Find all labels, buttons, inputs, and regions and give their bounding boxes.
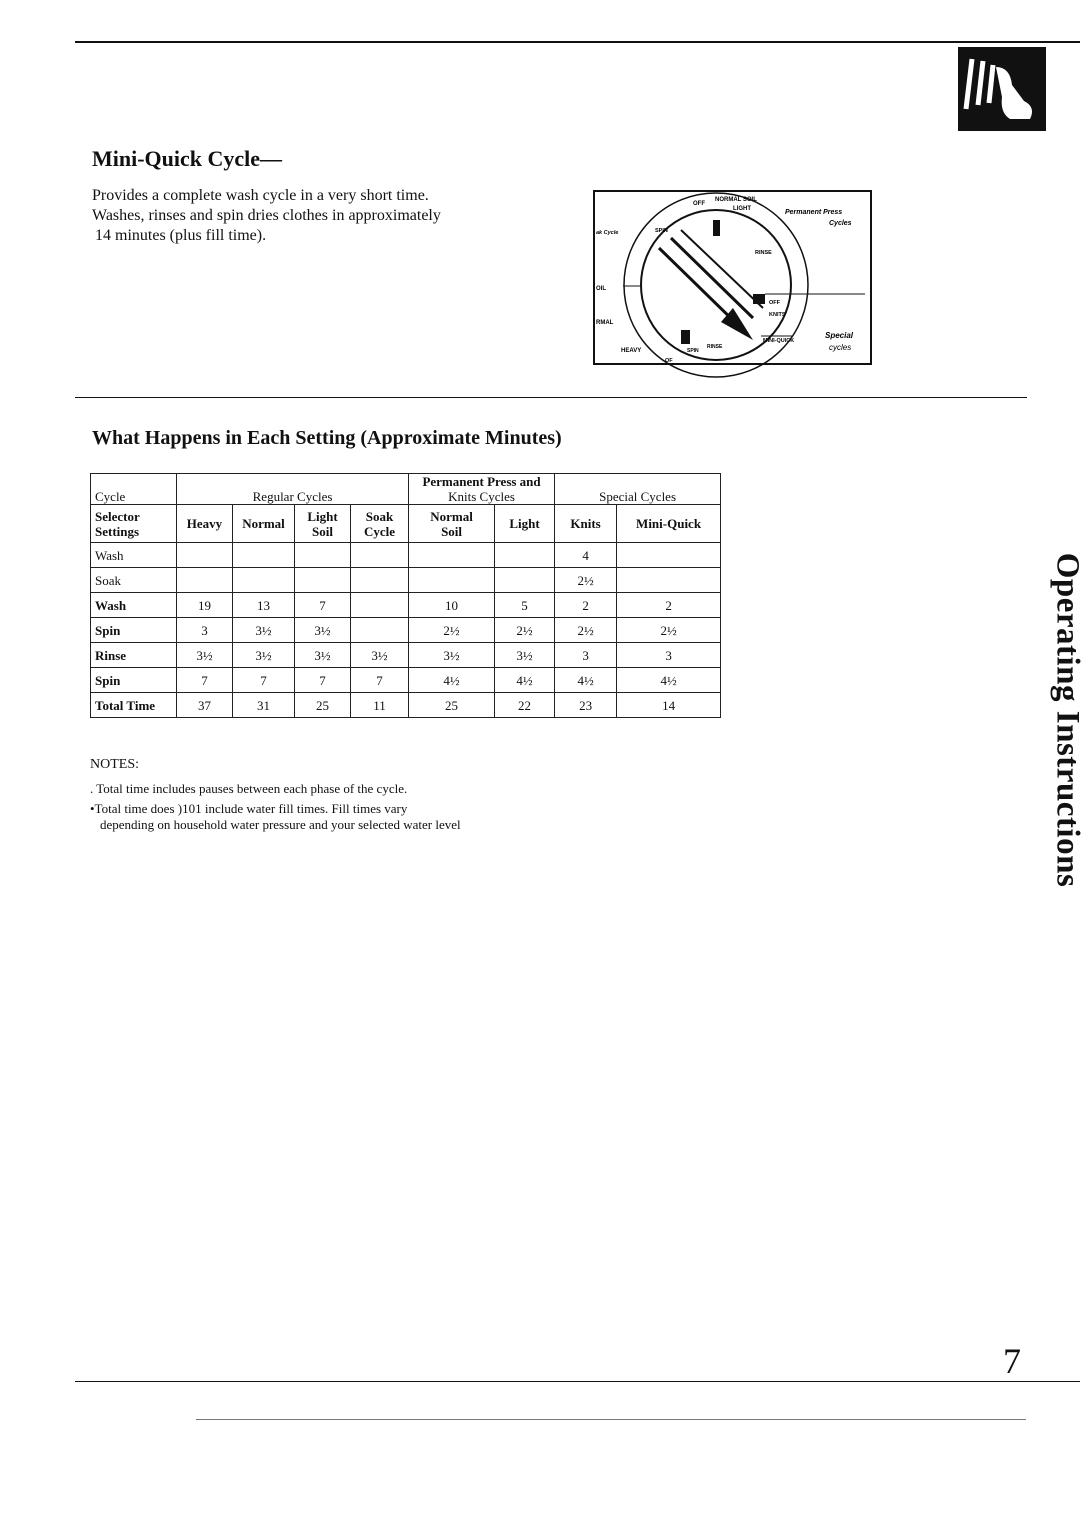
dial-label: OF [665, 358, 673, 364]
cycle-times-table [90, 473, 721, 718]
table-row [91, 668, 721, 693]
table-cell: 22 [495, 693, 555, 718]
cycle-selector-dial [593, 190, 872, 365]
table-cell: 4½ [409, 668, 495, 693]
table-cell: 7 [351, 668, 409, 693]
dial-label: MINI-QUICK [763, 338, 795, 344]
table-row [91, 643, 721, 668]
intro-line: Washes, rinses and spin dries clothes in approximately [92, 207, 441, 224]
table-cell: 4½ [555, 668, 617, 693]
table-cell [351, 568, 409, 593]
table-cell [351, 543, 409, 568]
table-cell: 3 [177, 618, 233, 643]
table-cell: 3½ [233, 643, 295, 668]
table-cell [409, 543, 495, 568]
table-cell: 3½ [409, 643, 495, 668]
table-cell [233, 543, 295, 568]
table-cell [177, 543, 233, 568]
table-row [91, 693, 721, 718]
table-cell: 5 [495, 593, 555, 618]
table-title: What Happens in Each Setting (Approximate Minutes) [92, 427, 562, 449]
table-cell: 4½ [495, 668, 555, 693]
header-cell: Mini-Quick [617, 505, 721, 543]
table-cell: 3½ [177, 643, 233, 668]
intro-line: 14 minutes (plus fill time). [95, 227, 267, 244]
table-header-row [91, 505, 721, 543]
table-cell: 19 [177, 593, 233, 618]
dial-label: RMAL [596, 320, 614, 326]
dial-label: HEAVY [621, 348, 642, 354]
table-row [91, 543, 721, 568]
table-cell: 4½ [617, 668, 721, 693]
table-cell: 3½ [295, 618, 351, 643]
table-cell: 3 [617, 643, 721, 668]
footer-rule [196, 1419, 1026, 1420]
side-title [1042, 552, 1092, 888]
table-cell [495, 568, 555, 593]
row-label: Spin [91, 668, 177, 693]
table-cell [233, 568, 295, 593]
table-cell: 13 [233, 593, 295, 618]
header-cell [177, 474, 409, 505]
table-cell [295, 568, 351, 593]
header-perm-press: Permanent Press and [422, 474, 541, 489]
header-cell: Normal [233, 505, 295, 543]
dial-label: OFF [693, 201, 705, 207]
table-cell: 3½ [233, 618, 295, 643]
intro-line: Provides a complete wash cycle in a very short time. [92, 187, 429, 204]
table-cell [409, 568, 495, 593]
table-header-group-row [91, 474, 721, 505]
top-rule [75, 41, 1080, 43]
header-cell [409, 474, 555, 505]
table-cell: 2 [555, 593, 617, 618]
header-regular-cycles: Regular Cycles [252, 489, 333, 504]
table-cell: 10 [409, 593, 495, 618]
table-cell: 2 [617, 593, 721, 618]
header-cell [91, 505, 177, 543]
dial-label: Cycles [829, 220, 852, 227]
header-special-cycles: Special Cycles [599, 489, 677, 504]
dial-label: Special [825, 331, 854, 340]
header-cell [555, 474, 721, 505]
table-cell: 7 [295, 668, 351, 693]
table-cell [351, 618, 409, 643]
table-cell: 37 [177, 693, 233, 718]
table-cell: 23 [555, 693, 617, 718]
side-title-text: Operating Instructions [1049, 552, 1086, 888]
table-cell: 31 [233, 693, 295, 718]
row-label: Wash [91, 543, 177, 568]
table-cell: 3½ [295, 643, 351, 668]
table-cell: 2½ [617, 618, 721, 643]
dial-label: ak Cycle [596, 230, 619, 236]
bottom-rule [75, 1381, 1080, 1382]
dial-label: OFF [769, 300, 780, 306]
header-cell [91, 474, 177, 505]
dial-label: LIGHT [733, 206, 751, 212]
row-label: Wash [91, 593, 177, 618]
header-cell: Heavy [177, 505, 233, 543]
notes [90, 757, 610, 833]
table-cell: 7 [177, 668, 233, 693]
table-cell: 25 [409, 693, 495, 718]
note-item: . Total time includes pauses between each phase of the cycle. [90, 781, 408, 796]
table-cell [295, 543, 351, 568]
header-cell: Light Soil [295, 505, 351, 543]
header-selector: Selector [95, 508, 140, 524]
table-cell: 3½ [495, 643, 555, 668]
header-cycle: Cycle [95, 489, 126, 504]
dial-label: OIL [596, 286, 606, 292]
page-number: 7 [1003, 1341, 1021, 1381]
note-item: •Total time does )101 include water fill times. Fill times vary [90, 801, 408, 816]
section-title: Mini-Quick Cycle— [92, 146, 283, 171]
table-row [91, 593, 721, 618]
table-cell: 3½ [351, 643, 409, 668]
header-knits-cycles: Knits Cycles [448, 489, 515, 504]
header-cell: Knits [555, 505, 617, 543]
header-cell: Normal Soil [409, 505, 495, 543]
hand-pressing-button-icon [958, 47, 1046, 131]
dial-label: NORMAL SOIL [715, 197, 757, 203]
row-label: Total Time [91, 693, 177, 718]
table-cell [617, 543, 721, 568]
dial-label: cycles [829, 343, 852, 352]
table-cell: 3 [555, 643, 617, 668]
table-cell [495, 543, 555, 568]
dial-label: RINSE [707, 344, 723, 350]
section-divider [75, 397, 1027, 398]
table-cell [617, 568, 721, 593]
table-body [91, 543, 721, 718]
table-cell: 2½ [555, 568, 617, 593]
table-cell: 11 [351, 693, 409, 718]
dial-label: RINSE [755, 250, 772, 256]
dial-label: KNITS [769, 312, 786, 318]
intro-text [92, 186, 562, 246]
table-row [91, 618, 721, 643]
dial-label: SPIN [655, 228, 668, 234]
dial-label: SPIN [687, 348, 699, 354]
table-cell: 25 [295, 693, 351, 718]
table-cell: 4 [555, 543, 617, 568]
note-item: depending on household water pressure and your selected water level [100, 817, 461, 832]
row-label: Soak [91, 568, 177, 593]
header-cell: Soak Cycle [351, 505, 409, 543]
row-label: Rinse [91, 643, 177, 668]
table-cell: 7 [233, 668, 295, 693]
header-settings: Settings [95, 523, 140, 539]
table-cell: 2½ [555, 618, 617, 643]
table-cell: 14 [617, 693, 721, 718]
table-cell [351, 593, 409, 618]
table-row [91, 568, 721, 593]
dial-label: Permanent Press [785, 209, 843, 216]
header-cell: Light [495, 505, 555, 543]
table-cell: 2½ [495, 618, 555, 643]
table-cell: 7 [295, 593, 351, 618]
table-cell: 2½ [409, 618, 495, 643]
notes-heading: NOTES: [90, 757, 139, 772]
table-cell [177, 568, 233, 593]
row-label: Spin [91, 618, 177, 643]
